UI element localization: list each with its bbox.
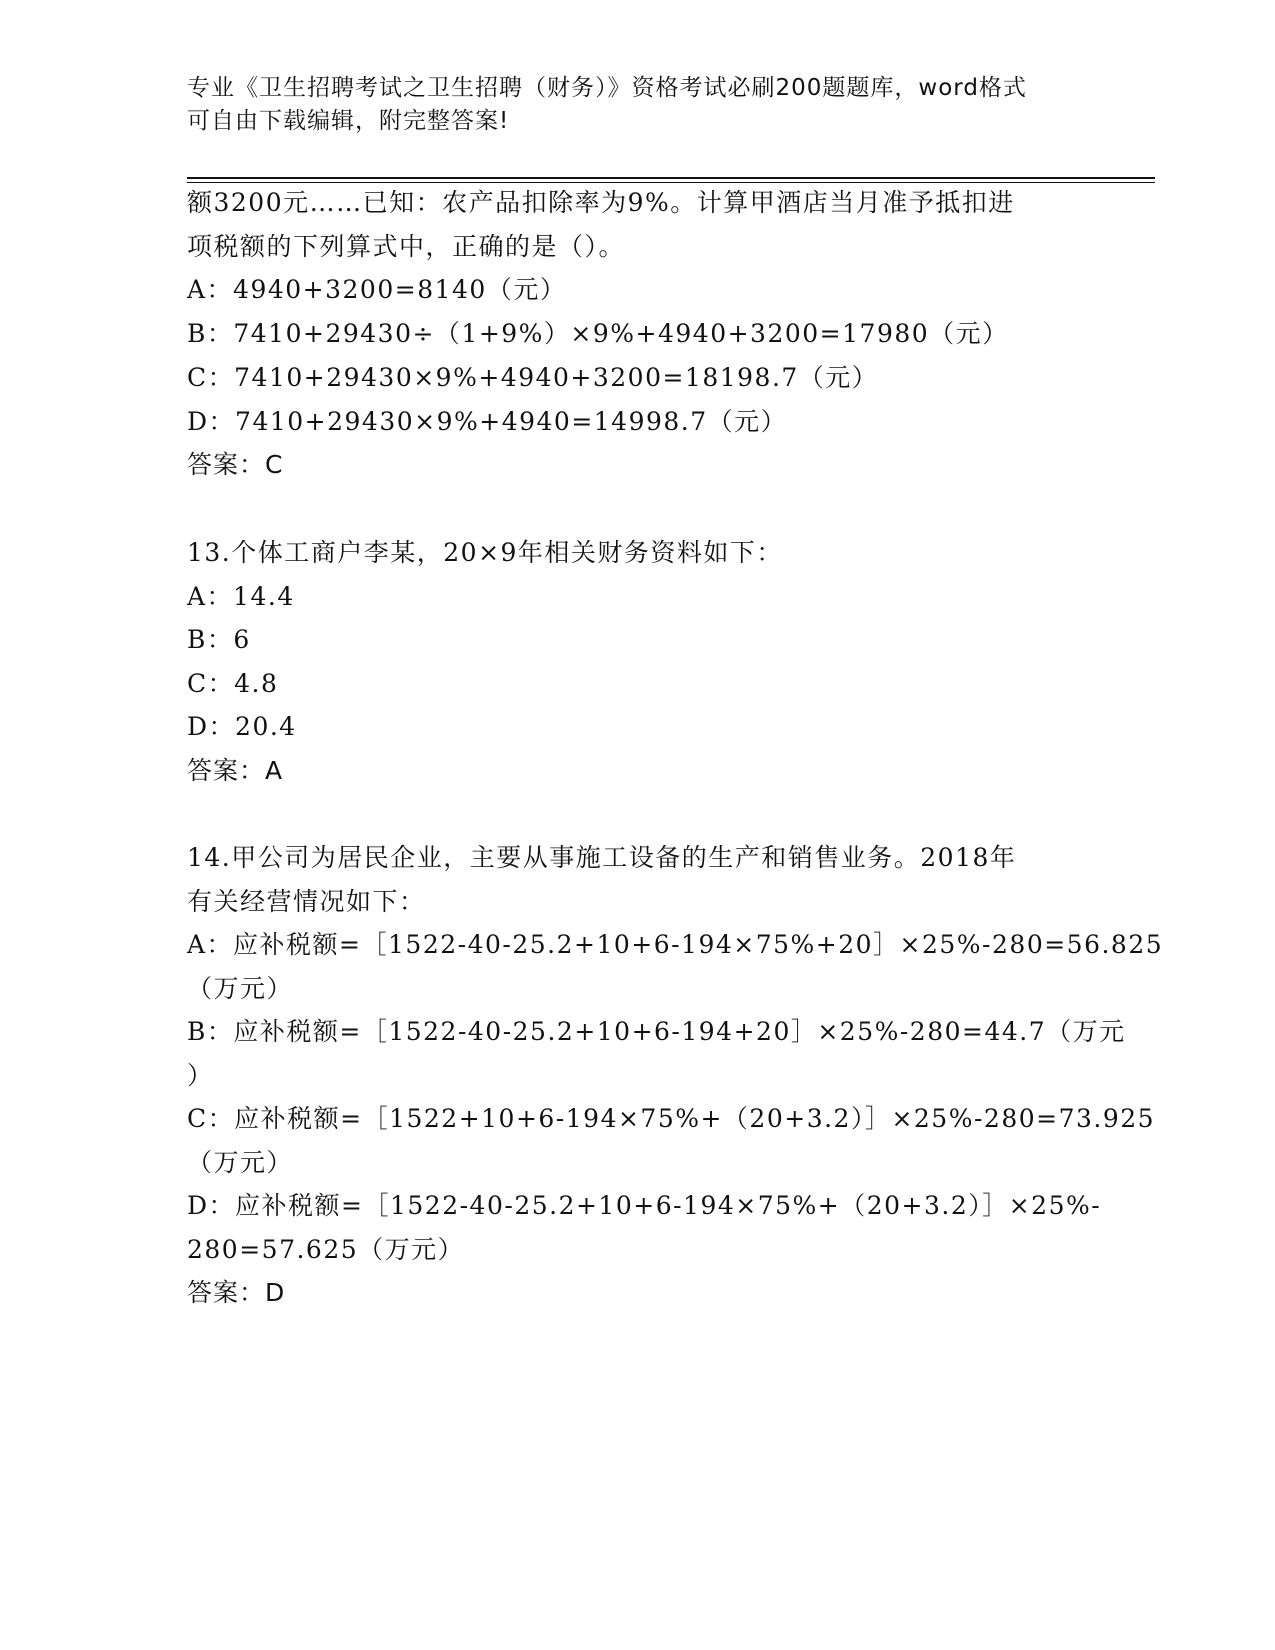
q12-stem-line-1: 额3200元……已知：农产品扣除率为9%。计算甲酒店当月准予抵扣进 — [187, 188, 1015, 217]
q13-answer: 答案：A — [187, 756, 284, 785]
header-title-line-1: 专业《卫生招聘考试之卫生招聘（财务）》资格考试必刷200题题库，word格式 — [187, 75, 1027, 101]
q12-stem-line-2: 项税额的下列算式中，正确的是（）。 — [187, 232, 626, 261]
q14-option-c-line-1: C：应补税额=［1522+10+6-194×75%+（20+3.2）］×25%-280=73.925 — [187, 1104, 1156, 1133]
q13-option-b: B：6 — [187, 625, 251, 654]
q13-stem: 13.个体工商户李某，20×9年相关财务资料如下： — [187, 538, 783, 567]
header-title-line-2: 可自由下载编辑，附完整答案! — [187, 108, 510, 134]
q14-option-d-line-1: D：应补税额=［1522-40-25.2+10+6-194×75%+（20+3.2）］×25%- — [187, 1191, 1102, 1220]
header-divider-thin — [187, 182, 1155, 183]
q12-option-d: D：7410+29430×9%+4940=14998.7（元） — [187, 407, 788, 436]
q12-option-a: A：4940+3200=8140（元） — [187, 275, 567, 304]
q12-answer: 答案：C — [187, 450, 284, 479]
q14-stem-line-1: 14.甲公司为居民企业，主要从事施工设备的生产和销售业务。2018年 — [187, 843, 1017, 872]
q14-answer: 答案：D — [187, 1278, 286, 1307]
q14-option-d-line-2: 280=57.625（万元） — [187, 1235, 465, 1264]
q13-option-a: A：14.4 — [187, 582, 295, 611]
q14-option-a-line-1: A：应补税额=［1522-40-25.2+10+6-194×75%+20］×25%-280=56.825 — [187, 930, 1164, 959]
q14-option-b-line-1: B：应补税额=［1522-40-25.2+10+6-194+20］×25%-280=44.7（万元 — [187, 1017, 1126, 1046]
document-header — [187, 72, 1087, 138]
q14-option-b-line-2: ） — [187, 1061, 214, 1090]
q13-option-c: C：4.8 — [187, 669, 279, 698]
q12-option-c: C：7410+29430×9%+4940+3200=18198.7（元） — [187, 363, 879, 392]
q12-option-b: B：7410+29430÷（1+9%）×9%+4940+3200=17980（元） — [187, 319, 1009, 348]
header-divider-thick — [187, 177, 1155, 179]
q14-stem-line-2: 有关经营情况如下： — [187, 887, 426, 916]
q14-option-a-line-2: （万元） — [187, 974, 294, 1003]
q13-option-d: D：20.4 — [187, 712, 297, 741]
q14-option-c-line-2: （万元） — [187, 1148, 294, 1177]
